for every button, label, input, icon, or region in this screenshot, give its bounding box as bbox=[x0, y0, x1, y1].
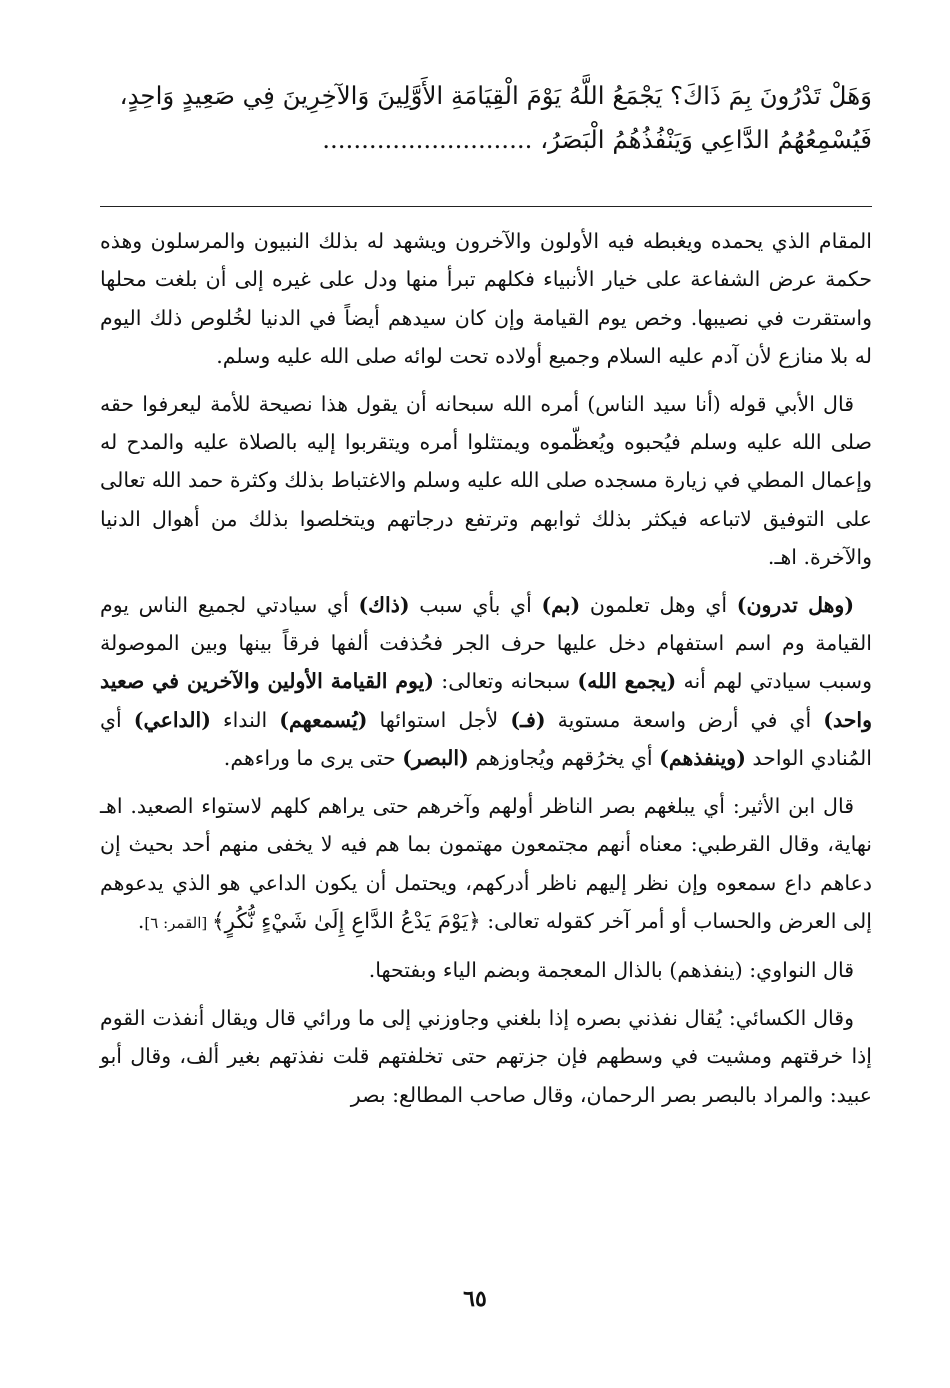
hadith-quote: (وهل تدرون) bbox=[736, 592, 855, 617]
hadith-text bbox=[102, 74, 872, 162]
gloss-text: أي سيادتي لجميع الناس يوم القيامة وم اسم استفهام دخل عليها حرف الجر فحُذفت ألفها فرقاً بينها وبين الموصولة وسبب سيادتي لهم أنه bbox=[100, 592, 872, 694]
quran-verse: ﴿يَوْمَ يَدْعُ الدَّاعِ إِلَىٰ شَيْءٍ نُّكُرٍ﴾ bbox=[212, 908, 481, 934]
hadith-quote: (وينفذهم) bbox=[659, 746, 746, 771]
hadith-quote: (فـ) bbox=[510, 707, 546, 732]
verse-reference: [القمر: ٦] bbox=[144, 913, 213, 932]
commentary-paragraph-4 bbox=[100, 787, 872, 943]
gloss-text: سبحانه وتعالى: bbox=[434, 669, 578, 694]
commentary-paragraph-3 bbox=[100, 586, 872, 778]
paragraph-text: قال ابن الأثير: أي يبلغهم بصر الناظر أولهم وآخرهم حتى يراهم كلهم لاستواء الصعيد. اهـ نهاية، وقال القرطبي: معناه أنهم مجتمعون مهتمون بما هم فيه لا يخفى منهم أحد بحيث إن دعاهم داع سمعوه وإن نظر إليهم ناظر أدركهم، ويحتمل أن يكون الداعي هو الذي يدعوهم إلى العرض والحساب أو أمر آخر كقوله تعالى: bbox=[100, 793, 872, 933]
gloss-text: أي المُنادي الواحد bbox=[100, 707, 872, 771]
commentary-paragraph-1: المقام الذي يحمده ويغبطه فيه الأولون والآخرون ويشهد له بذلك النبيون والمرسلون وهذه حكمة عرض الشفاعة على خيار الأنبياء فكلهم تبرأ منها ودل على غيره إلى أن بلغت محلها واستقرت في نصيبها. وخص يوم القيامة وإن كان سيدهم أيضاً في الدنيا لخُلوص ذلك اليوم له بلا منازع لأن آدم عليه السلام وجميع أولاده تحت لوائه صلى الله عليه وسلم. bbox=[100, 229, 872, 369]
gloss-text: حتى يرى ما وراءهم. bbox=[223, 746, 403, 771]
hadith-quote: (الداعي) bbox=[133, 707, 211, 732]
hadith-line-1: وَهَلْ تَدْرُونَ بِمَ ذَاكَ؟ يَجْمَعُ اللَّهُ يَوْمَ الْقِيَامَةِ الأَوَّلِينَ وَالآخِرِينَ فِي صَعِيدٍ وَاحِدٍ، bbox=[119, 81, 872, 110]
commentary-body bbox=[100, 222, 872, 1123]
gloss-text: النداء bbox=[210, 707, 280, 732]
gloss-text: أي وهل تعلمون bbox=[580, 592, 737, 617]
hadith-quote: (يوم القيامة الأولين والآخرين في صعيد واحد) bbox=[100, 669, 872, 732]
hadith-quote: (بم) bbox=[541, 592, 581, 617]
page-number: ٦٥ bbox=[463, 1286, 487, 1312]
commentary-paragraph-6: وقال الكسائي: يُقال نفذني بصره إذا بلغني وجاوزني إلى ما ورائي قال ويقال أنفذت القوم إذا خرقتهم ومشيت في وسطهم فإن جزتهم حتى تخلفتهم قلت نفذتهم بغير ألف، وقال أبو عبيد: والمراد بالبصر بصر الرحمان، وقال صاحب المطالع: بصر bbox=[100, 1005, 872, 1107]
gloss-text: أي يخرُقهم ويُجاوزهم bbox=[468, 746, 660, 771]
gloss-text: أي في أرض واسعة مستوية bbox=[545, 707, 824, 732]
hadith-quote: (ذاك) bbox=[358, 592, 410, 617]
hadith-quote: (يُسمعهم) bbox=[279, 707, 368, 732]
commentary-paragraph-2: قال الأبي قوله (أنا سيد الناس) أمره الله سبحانه أن يقول هذا نصيحة للأمة ليعرفوا حقه صلى الله عليه وسلم فيُحبوه ويُعظّموه ويمتثلوا أمره ويتقربوا إليه بالصلاة عليه والمدح له وإعمال المطي في زيارة مسجده صلى الله عليه وسلم والاغتباط بذلك وكثرة حمد الله تعالى على التوفيق لاتباعه فيكثر بذلك ثوابهم وترتفع درجاتهم ويتخلصوا بذلك من أهوال الدنيا والآخرة. اهـ. bbox=[100, 391, 872, 570]
hadith-quote: (البصر) bbox=[402, 746, 469, 771]
gloss-text: لأجل استوائها bbox=[367, 707, 511, 732]
hadith-line-2: فَيُسْمِعُهُمُ الدَّاعِي وَيَنْفُذُهُمُ الْبَصَرُ، ........................... bbox=[322, 125, 872, 154]
sentence-end: . bbox=[137, 908, 145, 933]
hadith-quote: (يجمع الله) bbox=[577, 669, 677, 694]
commentary-paragraph-5: قال النواوي: (ينفذهم) بالذال المعجمة وبضم الياء وبفتحها. bbox=[368, 958, 854, 983]
footnote-separator bbox=[100, 206, 872, 207]
gloss-text: أي بأي سبب bbox=[409, 592, 542, 617]
